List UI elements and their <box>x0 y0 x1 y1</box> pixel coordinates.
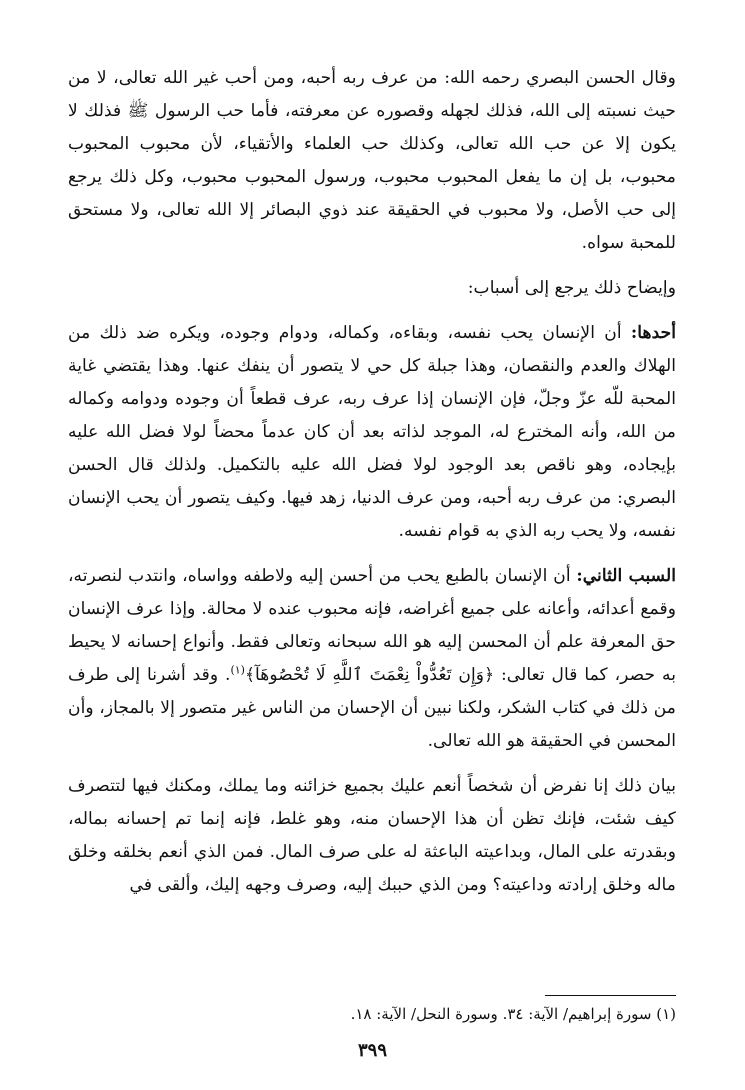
paragraph-explanation-intro: وإيضاح ذلك يرجع إلى أسباب: <box>467 278 676 298</box>
paragraph-clarification: بيان ذلك إنا نفرض أن شخصاً أنعم عليك بجميع خزائنه وما يملك، ومكنك فيها لتتصرف كيف شئت، فإنك تظن أن هذا الإحسان منه، وهو غلط، فإنه إنما تم إحسانه بماله، وبقدرته على المال، وبداعيته الباعثة له على صرف المال. فمن الذي أنعم بخلقه وخلق ماله وخلق إرادته وداعيته؟ ومن الذي حببك إليه، وصرف وجهه إليك، وألقى في <box>68 776 676 895</box>
page-number: ٣٩٩ <box>357 1040 387 1061</box>
footnote: (١) سورة إبراهيم/ الآية: ٣٤. وسورة النحل/ الآية: ١٨. <box>350 1005 676 1023</box>
first-reason-text: أن الإنسان يحب نفسه، وبقاءه، وكماله، ودوام وجوده، ويكره ضد ذلك من الهلاك والعدم والنقصان، وهذا جبلة كل حي لا يتصور أن ينفك عنها. وهذا يقتضي غاية المحبة للّه عزّ وجلّ، فإن الإنسان إذا عرف ربه، عرف قطعاً أن وجوده ودوامه وكماله من الله، وأنه المخترع له، الموجد لذاته بعد أن كان عدماً محضاً لولا فضل الله عليه بإيجاده، وهو ناقص بعد الوجود لولا فضل الله عليه بالتكميل. ولذلك قال الحسن البصري: من عرف ربه أحبه، ومن عرف الدنيا، زهد فيها. وكيف يتصور أن يحب الإنسان نفسه، ولا يحب ربه الذي به قوام نفسه. <box>68 323 676 541</box>
second-reason-text-before: أن الإنسان بالطبع يحب من أحسن إليه ولاطفه وواساه، وانتدب لنصرته، وقمع أعدائه، وأعانه على جميع أغراضه، فإنه محبوب عنده لا محالة. وإذا عرف الإنسان حق المعرفة علم أن المحسن إليه هو الله سبحانه وتعالى فقط. وأنواع إحسانه لا يحيط به حصر، كما قال تعالى: <box>68 566 676 685</box>
paragraph-first-reason <box>68 317 676 548</box>
footnote-divider <box>545 995 676 996</box>
second-reason-text-after: . وقد أشرنا إلى طرف من ذلك في كتاب الشكر، ولكنا نبين أن الإحسان من الناس غير متصور إلا بالمجاز، وأن المحسن في الحقيقة هو الله تعالى. <box>68 665 676 751</box>
quran-verse: ﴿وَإِن تَعُدُّواْ نِعْمَتَ ٱللَّهِ لَا تُحْصُوهَآ﴾ <box>244 665 495 685</box>
paragraph-second-reason <box>68 560 676 758</box>
second-reason-heading: السبب الثاني: <box>576 566 676 586</box>
first-reason-heading: أحدها: <box>630 323 676 343</box>
footnote-reference: (١) <box>230 663 245 677</box>
page-body <box>68 62 676 902</box>
paragraph-hasan-basri: وقال الحسن البصري رحمه الله: من عرف ربه أحبه، ومن أحب غير الله تعالى، لا من حيث نسبته إلى الله، فذلك لجهله وقصوره عن معرفته، فأما حب الرسول ﷺ فذلك لا يكون إلا عن حب الله تعالى، وكذلك حب العلماء والأتقياء، لأن محبوب المحبوب محبوب، بل إن ما يفعل المحبوب محبوب، ورسول المحبوب محبوب، وكل ذلك يرجع إلى حب الأصل، ولا محبوب في الحقيقة عند ذوي البصائر إلا الله تعالى، ولا مستحق للمحبة سواه. <box>68 68 676 253</box>
